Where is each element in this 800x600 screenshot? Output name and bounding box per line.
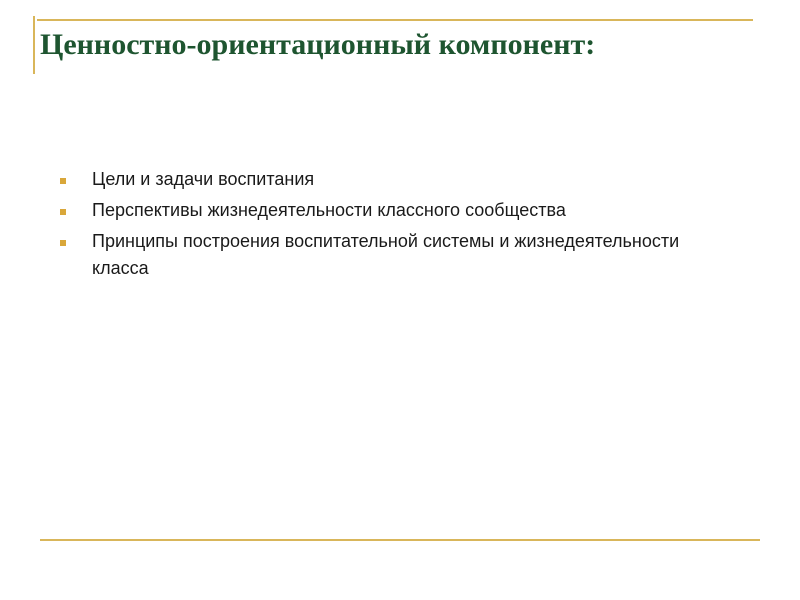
bullet-item [60,228,700,282]
bullet-text: Принципы построения воспитательной системы и жизнедеятельности класса [92,231,680,278]
footer-rule [40,539,760,541]
slide-title: Ценностно-ориентационный компонент: [40,28,596,61]
bullet-text: Цели и задачи воспитания [92,169,315,189]
bullet-item [60,166,700,193]
square-bullet-icon [60,209,66,215]
title-top-rule [37,19,753,21]
square-bullet-icon [60,240,66,246]
square-bullet-icon [60,178,66,184]
title-left-rule [33,16,35,74]
bullet-text: Перспективы жизнедеятельности классного сообщества [92,200,566,220]
bullet-list [60,166,700,286]
bullet-item [60,197,700,224]
